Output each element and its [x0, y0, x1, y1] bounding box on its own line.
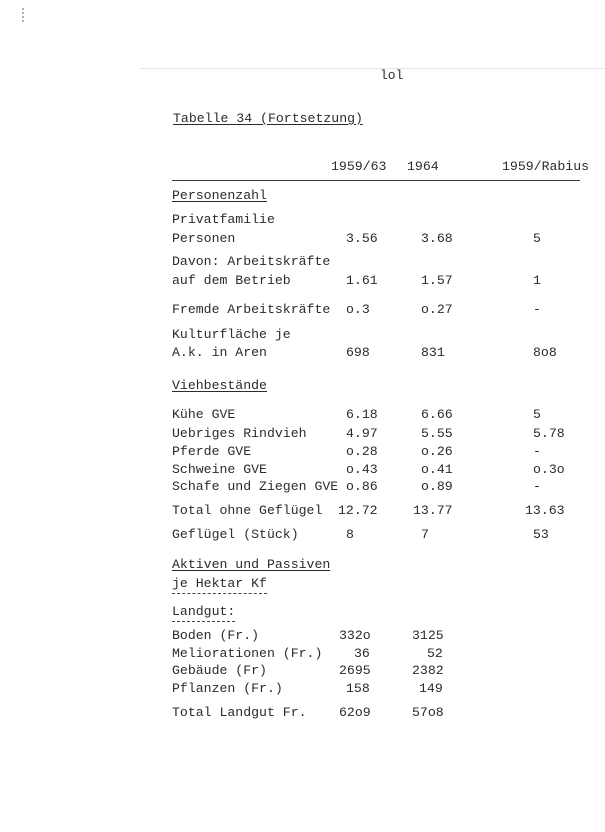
row-schweine-value-1: o.43 [346, 462, 378, 477]
row-meliorationen-value-1: 36 [354, 646, 370, 661]
row-meliorationen-value-2: 52 [427, 646, 443, 661]
header-rule [172, 180, 580, 181]
row-arbeitskraefte-value-2: 1.57 [421, 273, 453, 288]
section-viehbestaende: Viehbestände [172, 378, 267, 393]
page-number: lol [380, 68, 404, 83]
row-total-landgut-value-2: 57o8 [412, 705, 444, 720]
row-rindvieh-value-1: 4.97 [346, 426, 378, 441]
row-rindvieh-value-3: 5.78 [533, 426, 565, 441]
row-arbeitskraefte-value-1: 1.61 [346, 273, 378, 288]
row-kulturflaeche-value-1: 698 [346, 345, 370, 360]
row-rindvieh-value-2: 5.55 [421, 426, 453, 441]
row-kuehe-value-3: 5 [533, 407, 541, 422]
row-kuehe-value-1: 6.18 [346, 407, 378, 422]
row-pflanzen-value-2: 149 [419, 681, 443, 696]
row-kulturflaeche-label-1: Kulturfläche je [172, 327, 291, 342]
row-schweine-value-3: o.3o [533, 462, 565, 477]
row-pferde-value-1: o.28 [346, 444, 378, 459]
row-total-ohne-value-1: 12.72 [338, 503, 378, 518]
column-header-1959-63: 1959/63 [331, 159, 387, 174]
row-meliorationen-label: Meliorationen (Fr.) [172, 646, 323, 661]
row-privatfamilie-label-2: Personen [172, 231, 236, 246]
row-total-ohne-value-3: 13.63 [525, 503, 565, 518]
row-fremde-value-1: o.3 [346, 302, 370, 317]
row-pflanzen-value-1: 158 [346, 681, 370, 696]
paper-fold-line [140, 68, 605, 69]
row-rindvieh-label: Uebriges Rindvieh [172, 426, 307, 441]
row-pferde-label: Pferde GVE [172, 444, 252, 459]
row-arbeitskraefte-label-2: auf dem Betrieb [172, 273, 291, 288]
row-schweine-value-2: o.41 [421, 462, 453, 477]
row-kuehe-value-2: 6.66 [421, 407, 453, 422]
row-gebaeude-label: Gebäude (Fr) [172, 663, 267, 678]
section-personenzahl: Personenzahl [172, 188, 267, 203]
row-privatfamilie-value-1: 3.56 [346, 231, 378, 246]
scan-specks [22, 8, 26, 22]
row-privatfamilie-value-2: 3.68 [421, 231, 453, 246]
row-total-ohne-label: Total ohne Geflügel [172, 503, 323, 518]
row-kuehe-label: Kühe GVE [172, 407, 236, 422]
row-pferde-value-2: o.26 [421, 444, 453, 459]
column-header-1964: 1964 [407, 159, 439, 174]
row-boden-value-1: 332o [339, 628, 371, 643]
row-arbeitskraefte-label-1: Davon: Arbeitskräfte [172, 254, 331, 269]
section-aktiven-line-1: Aktiven und Passiven [172, 557, 331, 572]
row-schafe-value-1: o.86 [346, 479, 378, 494]
row-schafe-value-2: o.89 [421, 479, 453, 494]
section-aktiven-line-2: je Hektar Kf [172, 576, 267, 594]
row-gefluegel-value-1: 8 [346, 527, 354, 542]
row-fremde-label: Fremde Arbeitskräfte [172, 302, 331, 317]
row-fremde-value-3: - [533, 302, 541, 317]
row-fremde-value-2: o.27 [421, 302, 453, 317]
row-gefluegel-label: Geflügel (Stück) [172, 527, 299, 542]
column-header-rabius: 1959/Rabius [502, 159, 590, 174]
row-kulturflaeche-value-3: 8o8 [533, 345, 557, 360]
row-schafe-value-3: - [533, 479, 541, 494]
row-arbeitskraefte-value-3: 1 [533, 273, 541, 288]
row-total-landgut-value-1: 62o9 [339, 705, 371, 720]
row-privatfamilie-label-1: Privatfamilie [172, 212, 275, 227]
row-privatfamilie-value-3: 5 [533, 231, 541, 246]
row-kulturflaeche-label-2: A.k. in Aren [172, 345, 267, 360]
row-gefluegel-value-3: 53 [533, 527, 549, 542]
row-kulturflaeche-value-2: 831 [421, 345, 445, 360]
row-total-ohne-value-2: 13.77 [413, 503, 453, 518]
row-schweine-label: Schweine GVE [172, 462, 267, 477]
row-gebaeude-value-2: 2382 [412, 663, 444, 678]
row-gefluegel-value-2: 7 [421, 527, 429, 542]
row-boden-value-2: 3125 [412, 628, 444, 643]
row-pflanzen-label: Pflanzen (Fr.) [172, 681, 283, 696]
row-boden-label: Boden (Fr.) [172, 628, 260, 643]
row-pferde-value-3: - [533, 444, 541, 459]
row-total-landgut-label: Total Landgut Fr. [172, 705, 307, 720]
section-landgut: Landgut: [172, 604, 235, 622]
table-title: Tabelle 34 (Fortsetzung) [173, 111, 363, 126]
row-schafe-label: Schafe und Ziegen GVE [172, 479, 339, 494]
row-gebaeude-value-1: 2695 [339, 663, 371, 678]
